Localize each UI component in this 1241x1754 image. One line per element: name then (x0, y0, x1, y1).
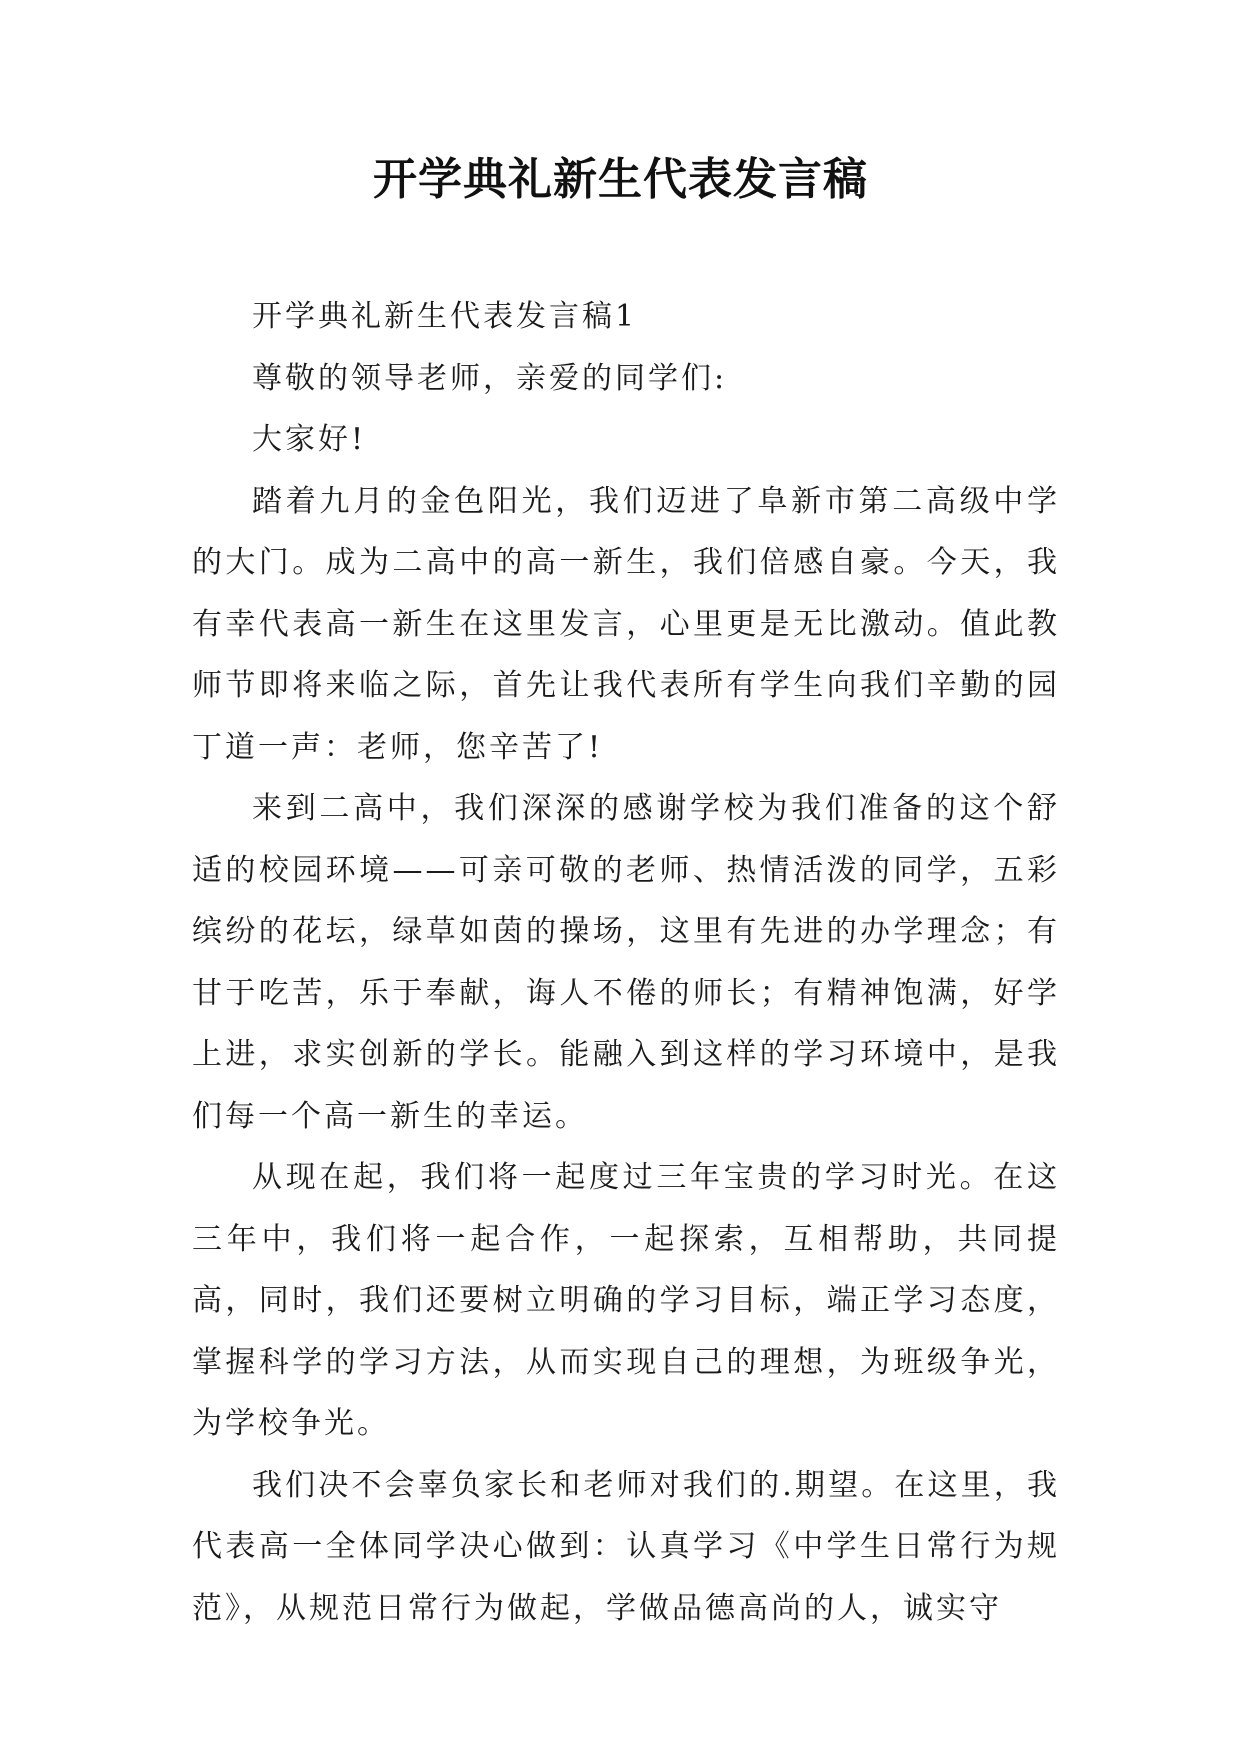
greeting: 大家好! (252, 422, 367, 457)
paragraph: 从现在起，我们将一起度过三年宝贵的学习时光。在这三年中，我们将一起合作，一起探索，互相帮助，共同提高，同时，我们还要树立明确的学习目标，端正学习态度，掌握科学的学习方法，从而实现自己的理想，为班级争光，为学校争光。 (192, 1160, 1060, 1441)
document-title: 开学典礼新生代表发言稿 (373, 154, 868, 205)
paragraph: 我们决不会辜负家长和老师对我们的.期望。在这里，我代表高一全体同学决心做到：认真学习《中学生日常行为规范》，从规范日常行为做起，学做品德高尚的人，诚实守 (192, 1467, 1060, 1626)
document-body (192, 286, 1060, 1639)
section-heading: 开学典礼新生代表发言稿1 (252, 299, 638, 334)
paragraph: 来到二高中，我们深深的感谢学校为我们准备的这个舒适的校园环境——可亲可敬的老师、热情活泼的同学，五彩缤纷的花坛，绿草如茵的操场，这里有先进的办学理念；有甘于吃苦，乐于奉献，诲人不倦的师长；有精神饱满，好学上进，求实创新的学长。能融入到这样的学习环境中，是我们每一个高一新生的幸运。 (192, 791, 1060, 1134)
paragraph: 踏着九月的金色阳光，我们迈进了阜新市第二高级中学的大门。成为二高中的高一新生，我们倍感自豪。今天，我有幸代表高一新生在这里发言，心里更是无比激动。值此教师节即将来临之际，首先让我代表所有学生向我们辛勤的园丁道一声：老师，您辛苦了! (192, 483, 1060, 765)
salutation: 尊敬的领导老师，亲爱的同学们: (252, 360, 728, 396)
